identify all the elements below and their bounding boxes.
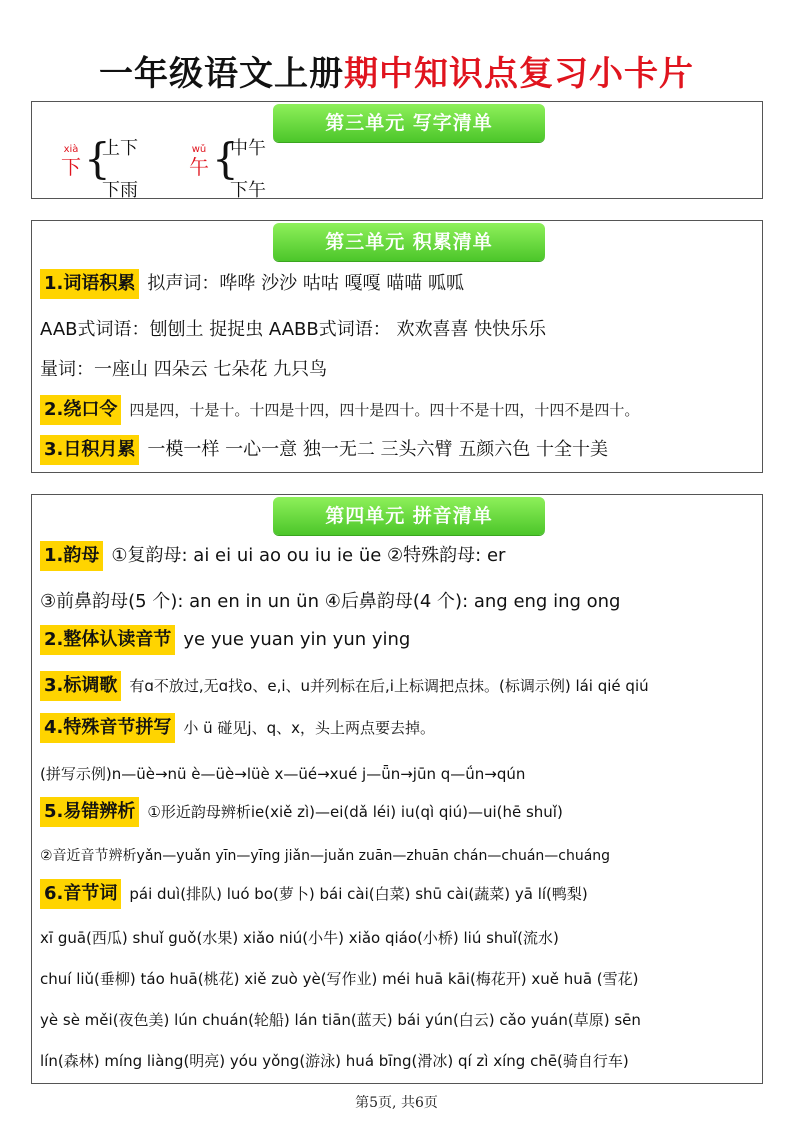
section-banner: 第四单元 拼音清单 — [273, 497, 545, 535]
vocabulary-line — [40, 269, 464, 299]
tone-rule-line — [40, 671, 649, 701]
character-label: 下 — [61, 155, 81, 179]
character-wu — [184, 144, 214, 178]
idioms-line — [40, 435, 608, 465]
section-banner: 第三单元 积累清单 — [273, 223, 545, 261]
word-item: 中午 — [230, 138, 266, 159]
aab-words-line: AAB式词语：刨刨土 捉捉虫 AABB式词语： 欢欢喜喜 快快乐乐 — [40, 319, 547, 340]
section-label: 5.易错辨析 — [40, 797, 139, 827]
accumulation-list-card — [31, 220, 763, 473]
writing-list-card — [31, 101, 763, 199]
page-number: 第5页, 共6页 — [355, 1095, 438, 1111]
section-label: 2.整体认读音节 — [40, 625, 175, 655]
character-label: 午 — [189, 155, 209, 179]
section-banner: 第三单元 写字清单 — [273, 104, 545, 142]
special-spelling-line — [40, 713, 435, 743]
section-label: 1.词语积累 — [40, 269, 139, 299]
confusion-line — [40, 797, 563, 827]
section-label: 3.标调歌 — [40, 671, 121, 701]
brace-icon: { — [84, 134, 111, 183]
pinyin-list-card — [31, 494, 763, 1084]
word-item: 下午 — [230, 180, 266, 201]
line-text: ①形近韵母辨析ie(xiě zì)—ei(dǎ léi) iu(qì qiú)—ui(hē shuǐ) — [147, 803, 563, 821]
line-text: 小 ü 碰见j、q、x，头上两点要去掉。 — [183, 719, 435, 737]
character-xia — [56, 144, 86, 178]
page-title — [0, 46, 793, 95]
section-label: 3.日积月累 — [40, 435, 139, 465]
syllable-words-line — [40, 879, 588, 909]
whole-syllables-line — [40, 625, 410, 655]
word-item: 下雨 — [102, 180, 138, 201]
title-black: 一年级语文上册 — [99, 54, 344, 94]
section-label: 6.音节词 — [40, 879, 121, 909]
line-text: 拟声词：哗哗 沙沙 咕咕 嘎嘎 喵喵 呱呱 — [147, 273, 464, 294]
title-red: 期中知识点复习小卡片 — [344, 54, 694, 94]
syllable-words-line: lín(森林) míng liàng(明亮) yóu yǒng(游泳) huá bīng(滑冰) qí zì xíng chē(骑自行车) — [40, 1052, 629, 1070]
similar-syllables-line: ②音近音节辨析yǎn—yuǎn yīn—yīng jiǎn—juǎn zuān—zhuān chán—chuán—chuáng — [40, 848, 611, 864]
tongue-twister-line — [40, 395, 639, 425]
spelling-example-line: (拼写示例)n—üè→nü è—üè→lüè x—üé→xué j—ǖn→jūn q—ǘn→qún — [40, 765, 526, 783]
line-text: pái duì(排队) luó bo(萝卜) bái cài(白菜) shū cài(蔬菜) yā lí(鸭梨) — [129, 885, 588, 903]
line-text: 四是四，十是十。十四是十四，四十是四十。四十不是十四，十四不是四十。 — [129, 401, 640, 419]
section-label: 4.特殊音节拼写 — [40, 713, 175, 743]
section-label: 2.绕口令 — [40, 395, 121, 425]
line-text: ye yue yuan yin yun ying — [183, 629, 411, 650]
pinyin-label: wǔ — [191, 144, 207, 155]
syllable-words-line: yè sè měi(夜色美) lún chuán(轮船) lán tiān(蓝天) bái yún(白云) cǎo yuán(草原) sēn — [40, 1011, 641, 1029]
finals-line — [40, 541, 505, 571]
line-text: ①复韵母: ai ei ui ao ou iu ie üe ②特殊韵母: er — [111, 545, 506, 566]
pinyin-label: xià — [63, 144, 79, 155]
measure-words-line: 量词：一座山 四朵云 七朵花 九只鸟 — [40, 359, 328, 380]
word-item: 上下 — [102, 138, 138, 159]
line-text: 有ɑ不放过,无ɑ找o、e,i、u并列标在后,i上标调把点抹。(标调示例) lái qié qiú — [129, 677, 649, 695]
syllable-words-line: xī guā(西瓜) shuǐ guǒ(水果) xiǎo niú(小牛) xiǎo qiáo(小桥) liú shuǐ(流水) — [40, 929, 559, 947]
brace-icon: { — [212, 134, 239, 183]
nasal-finals-line: ③前鼻韵母(5 个): an en in un ün ④后鼻韵母(4 个): ang eng ing ong — [40, 591, 621, 612]
syllable-words-line: chuí liǔ(垂柳) táo huā(桃花) xiě zuò yè(写作业) méi huā kāi(梅花开) xuě huā (雪花) — [40, 970, 639, 988]
section-label: 1.韵母 — [40, 541, 103, 571]
line-text: 一模一样 一心一意 独一无二 三头六臂 五颜六色 十全十美 — [147, 439, 608, 460]
